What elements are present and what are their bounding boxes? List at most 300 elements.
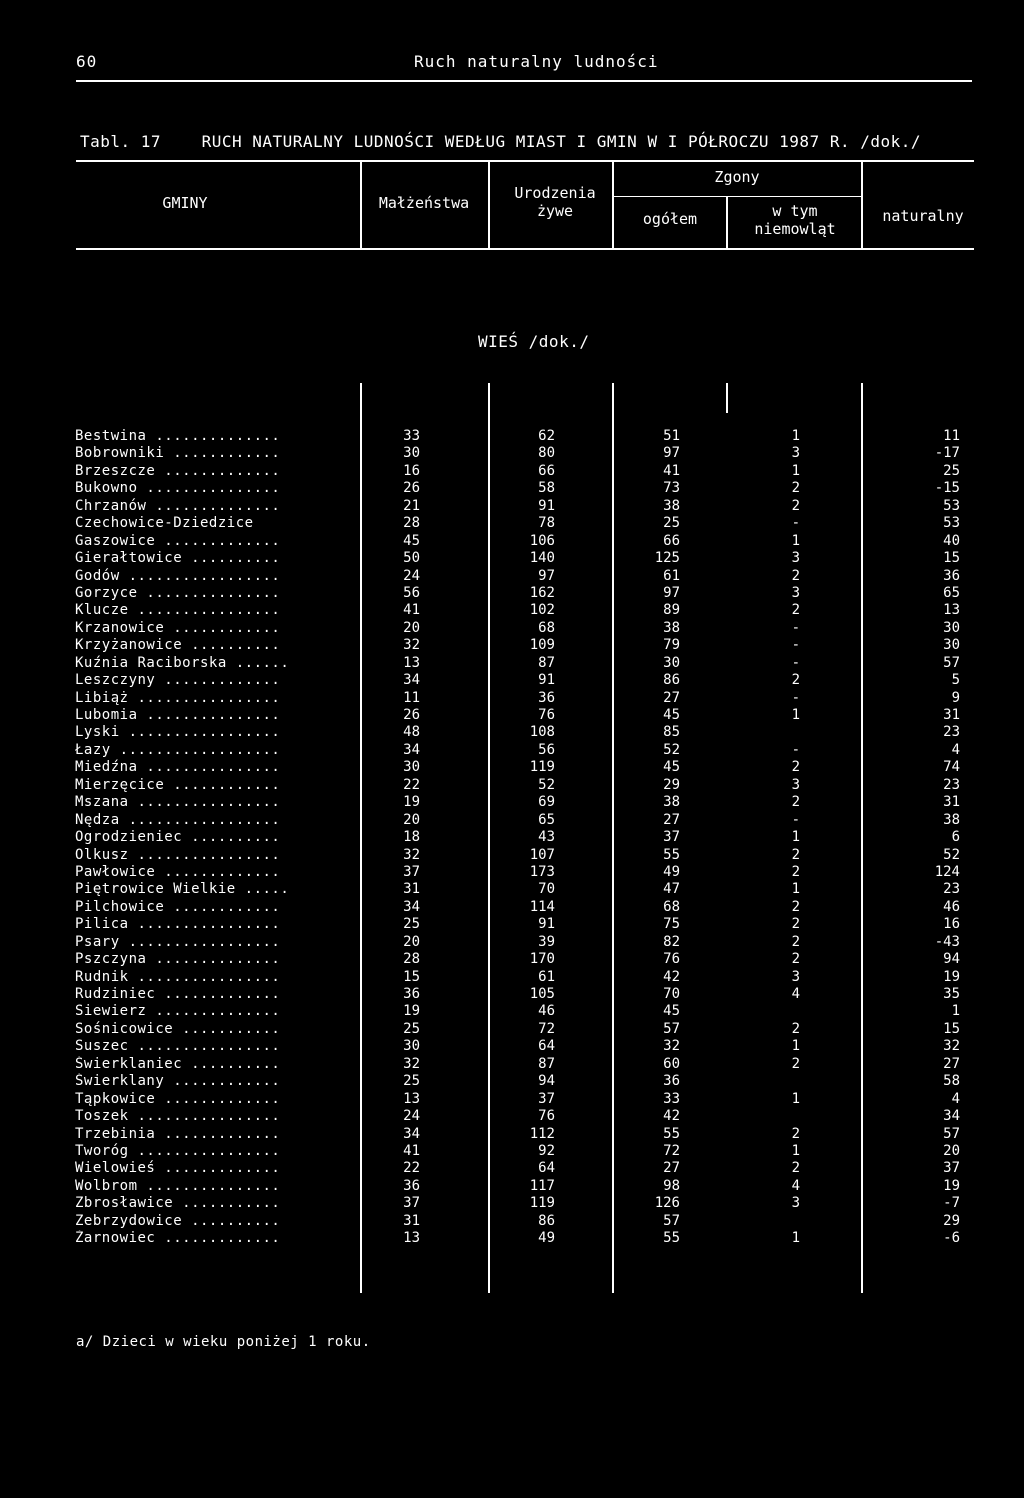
births-value: 80 [538, 445, 555, 462]
infant-deaths-value: 1 [791, 881, 800, 898]
infant-deaths-value: 2 [791, 916, 800, 933]
natural-increase-value: 53 [943, 497, 960, 514]
marriages-value: 28 [403, 515, 420, 532]
page-number: 60 [76, 52, 98, 71]
marriages-value: 18 [403, 829, 420, 846]
gmina-name: Zebrzydowice .......... [75, 1212, 281, 1229]
births-value: 114 [529, 898, 555, 915]
gmina-name: Pszczyna .............. [75, 951, 281, 968]
deaths-value: 61 [663, 567, 680, 584]
deaths-value: 27 [663, 1160, 680, 1177]
marriages-value: 32 [403, 846, 420, 863]
marriages-value: 50 [403, 550, 420, 567]
natural-increase-value: -43 [934, 933, 960, 950]
infant-deaths-value: 2 [791, 480, 800, 497]
gmina-name: Piętrowice Wielkie ..... [75, 881, 290, 898]
deaths-value: 126 [654, 1195, 680, 1212]
natural-increase-value: 36 [943, 567, 960, 584]
births-value: 91 [538, 497, 555, 514]
natural-increase-value: 37 [943, 1160, 960, 1177]
deaths-value: 85 [663, 724, 680, 741]
natural-increase-value: -15 [934, 480, 960, 497]
table-row [0, 969, 1024, 986]
gmina-name: Toszek ................ [75, 1108, 281, 1125]
header-divider [488, 162, 490, 248]
table-row [0, 1108, 1024, 1125]
table-row [0, 707, 1024, 724]
infant-deaths-value: 2 [791, 1160, 800, 1177]
deaths-value: 51 [663, 428, 680, 444]
infant-deaths-value: 1 [791, 532, 800, 549]
natural-increase-value: 23 [943, 724, 960, 741]
marriages-value: 31 [403, 881, 420, 898]
table-row [0, 1073, 1024, 1090]
marriages-value: 36 [403, 986, 420, 1002]
births-value: 68 [538, 619, 555, 636]
table-row [0, 1021, 1024, 1038]
marriages-value: 22 [403, 1160, 420, 1177]
natural-increase-value: 9 [951, 689, 960, 706]
births-value: 46 [538, 1003, 555, 1020]
table-row [0, 515, 1024, 532]
births-value: 76 [538, 707, 555, 723]
gmina-name: Godów ................. [75, 567, 281, 584]
natural-increase-value: 20 [943, 1142, 960, 1159]
table-row [0, 899, 1024, 916]
deaths-value: 52 [663, 741, 680, 758]
table-row [0, 463, 1024, 480]
marriages-value: 30 [403, 759, 420, 776]
gmina-name: Tworóg ................ [75, 1142, 281, 1159]
births-value: 119 [529, 1195, 555, 1212]
gmina-name: Pilchowice ............ [75, 898, 281, 915]
infant-deaths-value: 2 [791, 898, 800, 915]
table-row [0, 620, 1024, 637]
births-value: 64 [538, 1038, 555, 1055]
natural-increase-value: 16 [943, 916, 960, 933]
infant-deaths-value: 2 [791, 567, 800, 584]
deaths-value: 45 [663, 759, 680, 776]
table-row [0, 934, 1024, 951]
table-row [0, 986, 1024, 1003]
natural-increase-value: 52 [943, 846, 960, 863]
gmina-name: Czechowice-Dziedzice [75, 515, 254, 532]
gmina-name: Żarnowiec ............. [75, 1230, 281, 1247]
table-row [0, 1195, 1024, 1212]
header-natural-increase: naturalny [882, 207, 964, 225]
natural-increase-value: 4 [951, 741, 960, 758]
gmina-name: Świerklaniec .......... [75, 1055, 281, 1072]
marriages-value: 15 [403, 968, 420, 985]
marriages-value: 13 [403, 1090, 420, 1107]
births-value: 49 [538, 1230, 555, 1247]
deaths-subrule [612, 196, 862, 197]
gmina-name: Mierzęcice ............ [75, 776, 281, 793]
table-row [0, 690, 1024, 707]
births-value: 37 [538, 1090, 555, 1107]
infant-deaths-value: 1 [791, 462, 800, 479]
births-value: 173 [529, 863, 555, 880]
deaths-value: 86 [663, 672, 680, 689]
births-value: 87 [538, 654, 555, 671]
table-row [0, 498, 1024, 515]
marriages-value: 32 [403, 1055, 420, 1072]
natural-increase-value: 30 [943, 637, 960, 654]
infant-deaths-value: 2 [791, 846, 800, 863]
deaths-value: 25 [663, 515, 680, 532]
deaths-value: 97 [663, 584, 680, 601]
births-value: 91 [538, 672, 555, 689]
infant-deaths-value: 2 [791, 863, 800, 880]
births-value: 70 [538, 881, 555, 898]
births-value: 117 [529, 1177, 555, 1194]
gmina-name: Pawłowice ............. [75, 863, 281, 880]
table-row [0, 1230, 1024, 1247]
infant-deaths-value: 3 [791, 584, 800, 601]
table-row [0, 445, 1024, 462]
marriages-value: 41 [403, 602, 420, 619]
table-row [0, 1056, 1024, 1073]
table-row [0, 585, 1024, 602]
natural-increase-value: 15 [943, 550, 960, 567]
marriages-value: 25 [403, 916, 420, 933]
births-value: 106 [529, 532, 555, 549]
deaths-value: 29 [663, 776, 680, 793]
marriages-value: 36 [403, 1177, 420, 1194]
deaths-value: 79 [663, 637, 680, 654]
gmina-name: Trzebinia ............. [75, 1125, 281, 1142]
births-value: 97 [538, 567, 555, 584]
births-value: 109 [529, 637, 555, 654]
deaths-value: 57 [663, 1212, 680, 1229]
table-row [0, 568, 1024, 585]
deaths-value: 98 [663, 1177, 680, 1194]
deaths-value: 27 [663, 811, 680, 828]
deaths-value: 45 [663, 1003, 680, 1020]
gmina-name: Gorzyce ............... [75, 584, 281, 601]
births-value: 92 [538, 1142, 555, 1159]
deaths-value: 82 [663, 933, 680, 950]
natural-increase-value: -17 [934, 445, 960, 462]
deaths-value: 55 [663, 846, 680, 863]
infant-deaths-value: 1 [791, 428, 800, 444]
natural-increase-value: 38 [943, 811, 960, 828]
natural-increase-value: 40 [943, 532, 960, 549]
natural-increase-value: 124 [934, 863, 960, 880]
table-row [0, 951, 1024, 968]
header-divider [726, 197, 728, 248]
natural-increase-value: 35 [943, 986, 960, 1002]
infant-deaths-value: 2 [791, 672, 800, 689]
births-value: 112 [529, 1125, 555, 1142]
marriages-value: 30 [403, 1038, 420, 1055]
marriages-value: 24 [403, 567, 420, 584]
marriages-value: 45 [403, 532, 420, 549]
infant-deaths-value: 1 [791, 829, 800, 846]
births-value: 61 [538, 968, 555, 985]
natural-increase-value: 31 [943, 707, 960, 723]
deaths-value: 73 [663, 480, 680, 497]
table-row [0, 602, 1024, 619]
infant-deaths-value: 2 [791, 933, 800, 950]
marriages-value: 16 [403, 462, 420, 479]
infant-deaths-value: 1 [791, 1090, 800, 1107]
deaths-value: 41 [663, 462, 680, 479]
gmina-name: Lubomia ............... [75, 707, 281, 723]
deaths-value: 68 [663, 898, 680, 915]
deaths-value: 37 [663, 829, 680, 846]
table-row [0, 916, 1024, 933]
gmina-name: Lyski ................. [75, 724, 281, 741]
gmina-name: Mszana ................ [75, 794, 281, 811]
deaths-value: 33 [663, 1090, 680, 1107]
births-value: 108 [529, 724, 555, 741]
gmina-name: Psary ................. [75, 933, 281, 950]
gmina-name: Rudziniec ............. [75, 986, 281, 1002]
table-row [0, 428, 1024, 445]
natural-increase-value: 23 [943, 881, 960, 898]
births-value: 52 [538, 776, 555, 793]
natural-increase-value: 4 [951, 1090, 960, 1107]
gmina-name: Zbrosławice ........... [75, 1195, 281, 1212]
infant-deaths-value: - [791, 637, 800, 654]
natural-increase-value: 34 [943, 1108, 960, 1125]
infant-deaths-value: 3 [791, 550, 800, 567]
births-value: 86 [538, 1212, 555, 1229]
births-value: 107 [529, 846, 555, 863]
header-rule [76, 80, 972, 82]
marriages-value: 30 [403, 445, 420, 462]
births-value: 170 [529, 951, 555, 968]
marriages-value: 37 [403, 863, 420, 880]
deaths-value: 47 [663, 881, 680, 898]
natural-increase-value: 57 [943, 1125, 960, 1142]
header-deaths: Zgony [714, 168, 760, 186]
gmina-name: Świerklany ............ [75, 1073, 281, 1090]
deaths-value: 89 [663, 602, 680, 619]
births-value: 91 [538, 916, 555, 933]
marriages-value: 21 [403, 497, 420, 514]
natural-increase-value: 29 [943, 1212, 960, 1229]
table-row [0, 847, 1024, 864]
gmina-name: Kuźnia Raciborska ...... [75, 654, 290, 671]
header-marriages: Małżeństwa [378, 194, 470, 212]
natural-increase-value: 94 [943, 951, 960, 968]
deaths-value: 55 [663, 1230, 680, 1247]
table-row [0, 881, 1024, 898]
table-row [0, 794, 1024, 811]
header-deaths-total: ogółem [642, 210, 698, 228]
deaths-value: 42 [663, 968, 680, 985]
deaths-value: 38 [663, 497, 680, 514]
births-value: 66 [538, 462, 555, 479]
marriages-value: 25 [403, 1073, 420, 1090]
marriages-value: 19 [403, 794, 420, 811]
gmina-name: Nędza ................. [75, 811, 281, 828]
marriages-value: 24 [403, 1108, 420, 1125]
natural-increase-value: 5 [951, 672, 960, 689]
gmina-name: Wolbrom ............... [75, 1177, 281, 1194]
infant-deaths-value: 1 [791, 1038, 800, 1055]
table-row [0, 759, 1024, 776]
infant-deaths-value: 1 [791, 1230, 800, 1247]
infant-deaths-value: 4 [791, 986, 800, 1002]
births-value: 94 [538, 1073, 555, 1090]
header-births: Urodzenia żywe [514, 184, 596, 220]
births-value: 140 [529, 550, 555, 567]
table-row [0, 1213, 1024, 1230]
births-value: 62 [538, 428, 555, 444]
infant-deaths-value: 2 [791, 951, 800, 968]
natural-increase-value: 11 [943, 428, 960, 444]
marriages-value: 19 [403, 1003, 420, 1020]
natural-increase-value: 65 [943, 584, 960, 601]
births-value: 58 [538, 480, 555, 497]
table-row [0, 655, 1024, 672]
infant-deaths-value: 2 [791, 1020, 800, 1037]
marriages-value: 13 [403, 1230, 420, 1247]
natural-increase-value: 53 [943, 515, 960, 532]
gmina-name: Bestwina .............. [75, 428, 281, 444]
gmina-name: Krzyżanowice .......... [75, 637, 281, 654]
births-value: 69 [538, 794, 555, 811]
marriages-value: 26 [403, 480, 420, 497]
marriages-value: 20 [403, 811, 420, 828]
births-value: 87 [538, 1055, 555, 1072]
marriages-value: 34 [403, 1125, 420, 1142]
marriages-value: 33 [403, 428, 420, 444]
infant-deaths-value: - [791, 689, 800, 706]
marriages-value: 31 [403, 1212, 420, 1229]
section-title: WIEŚ /dok./ [478, 332, 590, 351]
deaths-value: 30 [663, 654, 680, 671]
births-value: 72 [538, 1020, 555, 1037]
births-value: 78 [538, 515, 555, 532]
infant-deaths-value: - [791, 619, 800, 636]
gmina-name: Łazy .................. [75, 741, 281, 758]
table-row [0, 637, 1024, 654]
gmina-name: Brzeszcze ............. [75, 462, 281, 479]
infant-deaths-value: - [791, 515, 800, 532]
header-divider [861, 162, 863, 248]
marriages-value: 32 [403, 637, 420, 654]
deaths-value: 66 [663, 532, 680, 549]
infant-deaths-value: 1 [791, 707, 800, 723]
natural-increase-value: 31 [943, 794, 960, 811]
gmina-name: Suszec ................ [75, 1038, 281, 1055]
gmina-name: Wielowieś ............. [75, 1160, 281, 1177]
births-value: 162 [529, 584, 555, 601]
infant-deaths-value: 2 [791, 497, 800, 514]
infant-deaths-value: 2 [791, 794, 800, 811]
births-value: 65 [538, 811, 555, 828]
natural-increase-value: 6 [951, 829, 960, 846]
deaths-value: 72 [663, 1142, 680, 1159]
deaths-value: 36 [663, 1073, 680, 1090]
deaths-value: 27 [663, 689, 680, 706]
infant-deaths-value: 4 [791, 1177, 800, 1194]
marriages-value: 11 [403, 689, 420, 706]
marriages-value: 41 [403, 1142, 420, 1159]
natural-increase-value: -7 [943, 1195, 960, 1212]
header-gminy: GMINY [162, 194, 208, 212]
table-row [0, 672, 1024, 689]
gmina-name: Miedźna ............... [75, 759, 281, 776]
header-infant-deaths: w tym niemowląt [754, 202, 836, 238]
births-value: 36 [538, 689, 555, 706]
infant-deaths-value: 2 [791, 759, 800, 776]
marriages-value: 37 [403, 1195, 420, 1212]
table-body [0, 428, 1024, 1248]
table-row [0, 1126, 1024, 1143]
deaths-value: 49 [663, 863, 680, 880]
deaths-value: 75 [663, 916, 680, 933]
natural-increase-value: 23 [943, 776, 960, 793]
gmina-name: Krzanowice ............ [75, 619, 281, 636]
natural-increase-value: 32 [943, 1038, 960, 1055]
table-row [0, 812, 1024, 829]
marriages-value: 34 [403, 898, 420, 915]
natural-increase-value: 46 [943, 898, 960, 915]
natural-increase-value: 15 [943, 1020, 960, 1037]
table-row [0, 1038, 1024, 1055]
gmina-name: Libiąż ................ [75, 689, 281, 706]
deaths-value: 97 [663, 445, 680, 462]
natural-increase-value: 13 [943, 602, 960, 619]
deaths-value: 55 [663, 1125, 680, 1142]
gmina-name: Gaszowice ............. [75, 532, 281, 549]
table-row [0, 480, 1024, 497]
column-divider [726, 383, 728, 413]
table-row [0, 1003, 1024, 1020]
deaths-value: 32 [663, 1038, 680, 1055]
natural-increase-value: 74 [943, 759, 960, 776]
deaths-value: 42 [663, 1108, 680, 1125]
natural-increase-value: 19 [943, 1177, 960, 1194]
gmina-name: Siewierz .............. [75, 1003, 281, 1020]
gmina-name: Chrzanów .............. [75, 497, 281, 514]
deaths-value: 70 [663, 986, 680, 1002]
table-row [0, 1160, 1024, 1177]
infant-deaths-value: 3 [791, 776, 800, 793]
natural-increase-value: -6 [943, 1230, 960, 1247]
table-row [0, 1143, 1024, 1160]
gmina-name: Olkusz ................ [75, 846, 281, 863]
table-row [0, 742, 1024, 759]
births-value: 56 [538, 741, 555, 758]
gmina-name: Tąpkowice ............. [75, 1090, 281, 1107]
table-row [0, 829, 1024, 846]
natural-increase-value: 19 [943, 968, 960, 985]
infant-deaths-value: 2 [791, 1055, 800, 1072]
infant-deaths-value: 1 [791, 1142, 800, 1159]
infant-deaths-value: 3 [791, 1195, 800, 1212]
natural-increase-value: 25 [943, 462, 960, 479]
gmina-name: Pilica ................ [75, 916, 281, 933]
marriages-value: 28 [403, 951, 420, 968]
natural-increase-value: 1 [951, 1003, 960, 1020]
infant-deaths-value: - [791, 654, 800, 671]
deaths-value: 45 [663, 707, 680, 723]
births-value: 64 [538, 1160, 555, 1177]
marriages-value: 48 [403, 724, 420, 741]
gmina-name: Bukowno ............... [75, 480, 281, 497]
footnote: a/ Dzieci w wieku poniżej 1 roku. [76, 1334, 371, 1350]
marriages-value: 34 [403, 741, 420, 758]
table-row [0, 550, 1024, 567]
infant-deaths-value: - [791, 741, 800, 758]
table-row [0, 1091, 1024, 1108]
